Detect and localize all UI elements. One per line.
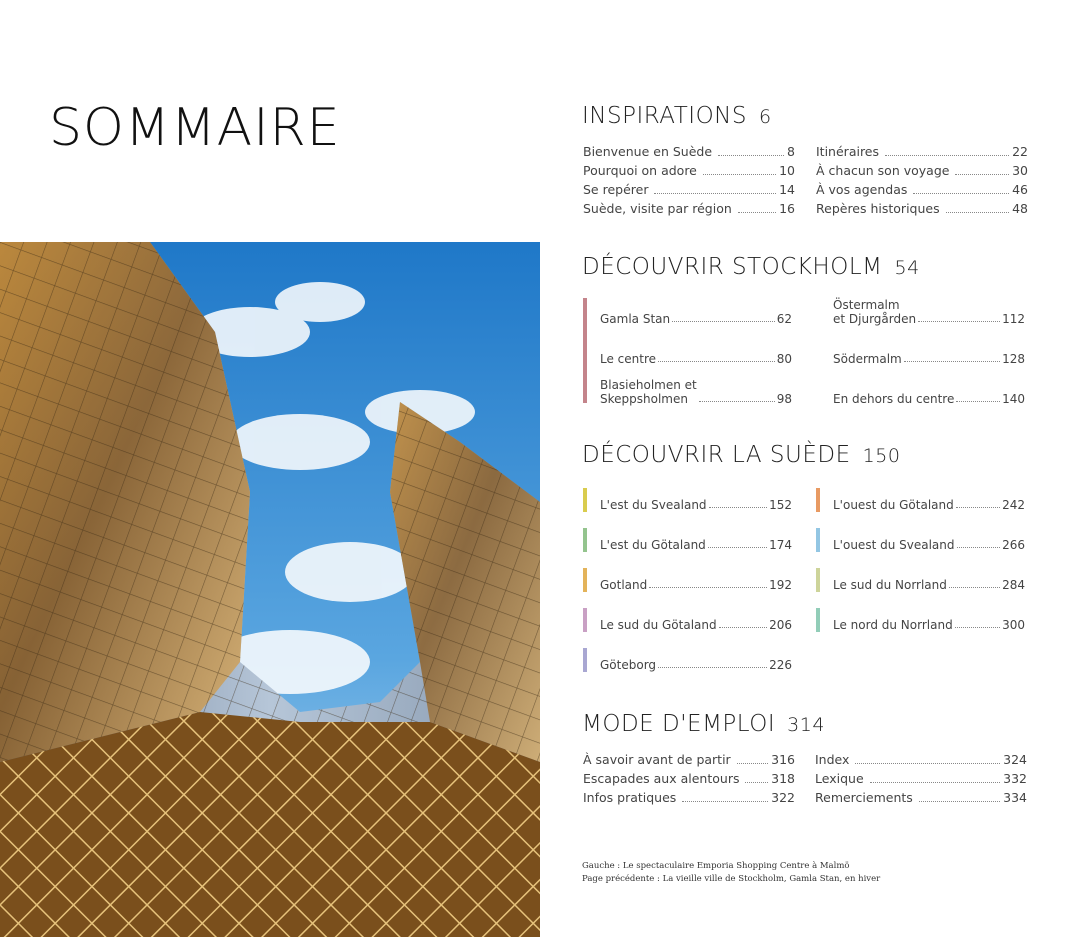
region-color-bar bbox=[816, 608, 820, 632]
toc-entry[interactable]: Blasieholmen et Skeppsholmen 98 bbox=[600, 378, 792, 406]
section-heading-stockholm bbox=[582, 254, 920, 280]
section-page: 150 bbox=[862, 445, 901, 467]
toc-entry[interactable]: Gamla Stan 62 bbox=[600, 312, 792, 326]
toc-entry[interactable]: Södermalm 128 bbox=[833, 352, 1025, 366]
page-title: SOMMAIRE bbox=[49, 98, 341, 158]
toc-entry[interactable]: Repères historiques 48 bbox=[816, 201, 1028, 216]
toc-entry[interactable]: Bienvenue en Suède 8 bbox=[583, 144, 795, 159]
toc-list-inspirations-left bbox=[583, 144, 795, 220]
toc-list-inspirations-right bbox=[816, 144, 1028, 220]
section-heading-mode-emploi bbox=[582, 711, 825, 737]
section-heading-suede bbox=[582, 442, 900, 468]
toc-entry[interactable]: À chacun son voyage 30 bbox=[816, 163, 1028, 178]
toc-entry[interactable]: Le sud du Norrland 284 bbox=[816, 568, 1025, 592]
stockholm-color-bar bbox=[583, 298, 587, 403]
section-heading-inspirations bbox=[582, 103, 772, 129]
toc-entry[interactable]: À savoir avant de partir 316 bbox=[583, 752, 795, 767]
toc-entry[interactable]: Le sud du Götaland 206 bbox=[583, 608, 792, 632]
section-title: DÉCOUVRIR LA SUÈDE bbox=[582, 442, 851, 468]
toc-entry[interactable]: Gotland 192 bbox=[583, 568, 792, 592]
toc-entry[interactable]: Östermalm et Djurgården 112 bbox=[833, 298, 1025, 326]
toc-entry[interactable]: L'est du Götaland 174 bbox=[583, 528, 792, 552]
toc-entry[interactable]: Itinéraires 22 bbox=[816, 144, 1028, 159]
toc-entry[interactable]: Infos pratiques 322 bbox=[583, 790, 795, 805]
section-page: 54 bbox=[894, 257, 920, 279]
caption-left: Gauche : Le spectaculaire Emporia Shopping Centre à Malmö bbox=[582, 861, 850, 871]
section-page: 6 bbox=[758, 106, 772, 128]
toc-entry[interactable]: L'ouest du Svealand 266 bbox=[816, 528, 1025, 552]
region-color-bar bbox=[816, 528, 820, 552]
caption-previous-page: Page précédente : La vieille ville de Stockholm, Gamla Stan, en hiver bbox=[582, 874, 881, 884]
toc-entry[interactable]: Le centre 80 bbox=[600, 352, 792, 366]
toc-entry[interactable]: Escapades aux alentours 318 bbox=[583, 771, 795, 786]
emporia-photo bbox=[0, 242, 540, 937]
toc-entry[interactable]: L'ouest du Götaland 242 bbox=[816, 488, 1025, 512]
toc-entry[interactable]: Index 324 bbox=[815, 752, 1027, 767]
section-title: MODE D'EMPLOI bbox=[582, 711, 776, 737]
section-title: DÉCOUVRIR STOCKHOLM bbox=[582, 254, 883, 280]
toc-list-mode-left bbox=[583, 752, 795, 809]
region-color-bar bbox=[583, 608, 587, 632]
section-title: INSPIRATIONS bbox=[582, 103, 747, 129]
toc-entry[interactable]: Lexique 332 bbox=[815, 771, 1027, 786]
toc-entry[interactable]: Le nord du Norrland 300 bbox=[816, 608, 1025, 632]
toc-entry[interactable]: Se repérer 14 bbox=[583, 182, 795, 197]
region-color-bar bbox=[816, 568, 820, 592]
toc-entry[interactable]: À vos agendas 46 bbox=[816, 182, 1028, 197]
section-page: 314 bbox=[787, 714, 825, 736]
toc-entry[interactable]: Göteborg 226 bbox=[583, 648, 792, 672]
toc-entry[interactable]: Remerciements 334 bbox=[815, 790, 1027, 805]
toc-entry[interactable]: Pourquoi on adore 10 bbox=[583, 163, 795, 178]
toc-entry[interactable]: Suède, visite par région 16 bbox=[583, 201, 795, 216]
region-color-bar bbox=[583, 568, 587, 592]
region-color-bar bbox=[816, 488, 820, 512]
photo-captions bbox=[582, 860, 880, 886]
region-color-bar bbox=[583, 648, 587, 672]
region-color-bar bbox=[583, 528, 587, 552]
toc-entry[interactable]: En dehors du centre 140 bbox=[833, 392, 1025, 406]
toc-entry[interactable]: L'est du Svealand 152 bbox=[583, 488, 792, 512]
toc-list-mode-right bbox=[815, 752, 1027, 809]
region-color-bar bbox=[583, 488, 587, 512]
